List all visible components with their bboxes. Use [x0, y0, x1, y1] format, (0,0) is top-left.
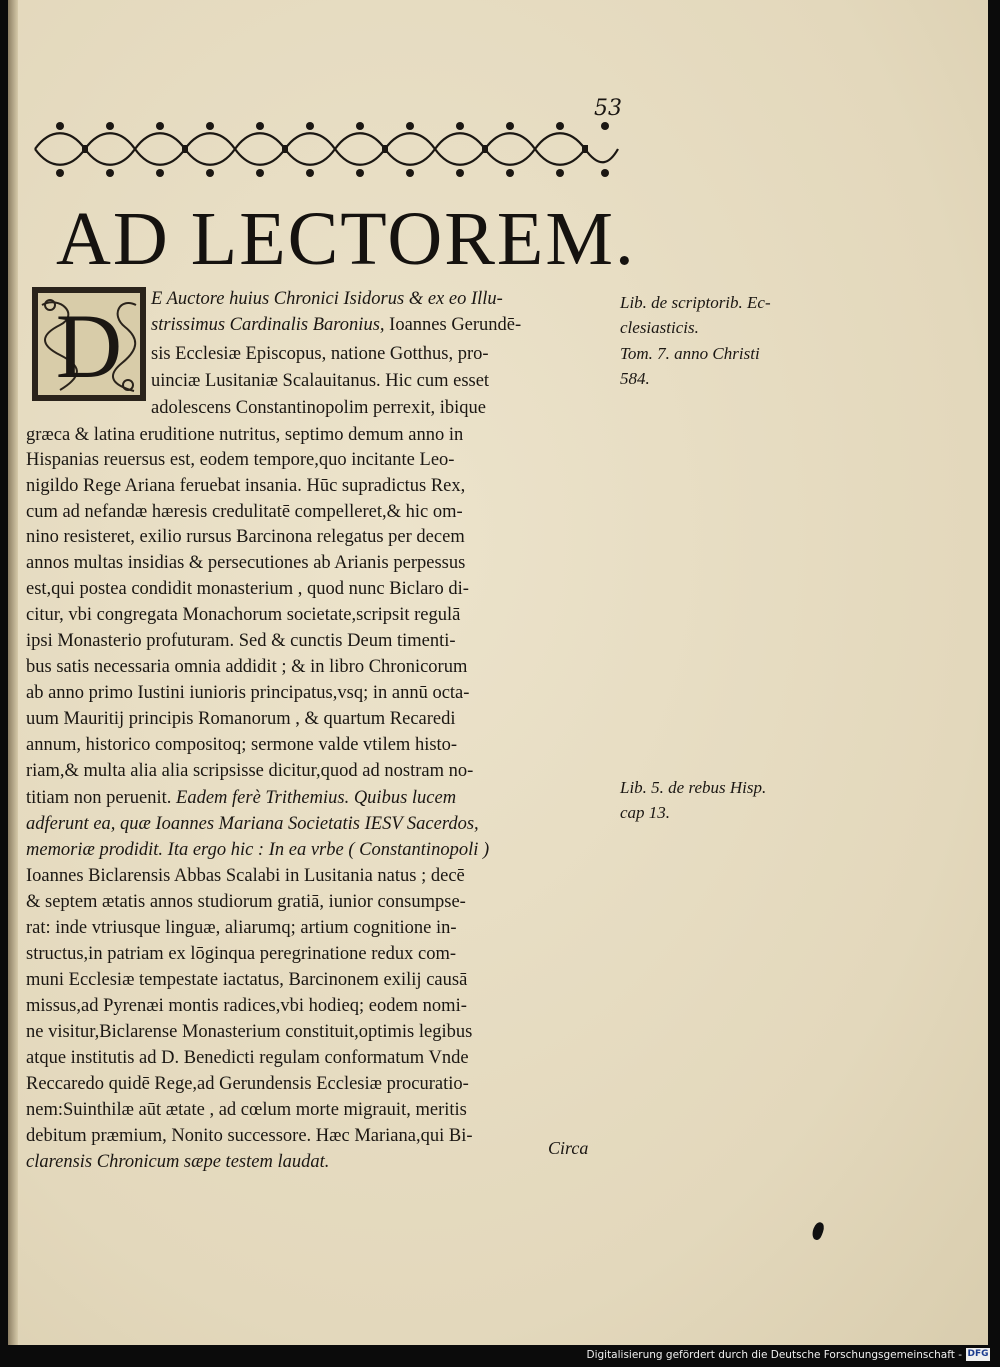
dfg-logo: DFG	[967, 1349, 989, 1359]
body-line: annum, historico compositoq; sermone valde vtilem histo-	[26, 735, 458, 755]
body-line: titiam non peruenit. Eadem ferè Trithemius. Quibus lucem	[26, 788, 457, 808]
body-line: bus satis necessaria omnia addidit ; & in libro Chronicorum	[26, 657, 468, 677]
body-line: memoriæ prodidit. Ita ergo hic : In ea vrbe ( Constantinopoli )	[26, 840, 490, 860]
ink-blot	[810, 1221, 826, 1241]
body-line: clarensis Chronicum sæpe testem laudat.	[26, 1152, 330, 1172]
body-line: strissimus Cardinalis Baronius, Ioannes Gerundē-	[151, 315, 522, 335]
body-line: adolescens Constantinopolim perrexit, ibique	[151, 398, 486, 418]
catchword: Circa	[548, 1138, 589, 1158]
margin-note: Tom. 7. anno Christi	[620, 344, 760, 363]
body-line: & septem ætatis annos studiorum gratiā, iunior consumpse-	[26, 892, 466, 912]
body-line: debitum præmium, Nonito successore. Hæc Mariana,qui Bi-	[26, 1126, 473, 1146]
body-line: structus,in patriam ex lōginqua peregrinatione redux com-	[26, 944, 456, 964]
body-line: Ioannes Biclarensis Abbas Scalabi in Lusitania natus ; decē	[26, 866, 465, 886]
page-number: 53	[594, 96, 622, 121]
body-line: atque institutis ad D. Benedicti regulam conformatum Vnde	[26, 1048, 469, 1068]
book-page	[8, 0, 988, 1345]
margin-note: Lib. de scriptorib. Ec-	[620, 293, 771, 312]
body-line: rat: inde vtriusque linguæ, aliarumq; artium cognitione in-	[26, 918, 457, 938]
body-line: ne visitur,Biclarense Monasterium constituit,optimis legibus	[26, 1022, 473, 1042]
body-line: græca & latina eruditione nutritus, septimo demum anno in	[26, 425, 464, 445]
body-line: nigildo Rege Ariana feruebat insania. Hūc supradictus Rex,	[26, 476, 466, 496]
margin-note: 584.	[620, 369, 650, 388]
body-line: ipsi Monasterio profuturam. Sed & cunctis Deum timenti-	[26, 631, 456, 651]
body-line: uum Mauritij principis Romanorum , & quartum Recaredi	[26, 709, 456, 729]
margin-note: cap 13.	[620, 803, 671, 822]
page-title: AD LECTOREM.	[56, 197, 636, 281]
body-line: ab anno primo Iustini iunioris principatus,vsq; in annū octa-	[26, 683, 470, 703]
body-line: missus,ad Pyrenæi montis radices,vbi hodieq; eodem nomi-	[26, 996, 467, 1016]
body-line: nino resisteret, exilio rursus Barcinona relegatus per decem	[26, 527, 465, 547]
body-line: adferunt ea, quæ Ioannes Mariana Societatis IESV Sacerdos,	[26, 814, 479, 834]
body-line: nem:Suinthilæ aūt ætate , ad cœlum morte migrauit, meritis	[26, 1100, 467, 1120]
margin-note: clesiasticis.	[620, 318, 699, 337]
decorated-initial-d	[30, 285, 148, 403]
margin-note: Lib. 5. de rebus Hisp.	[620, 778, 767, 797]
page-gutter-edge	[8, 0, 18, 1345]
body-line: cum ad nefandæ hæresis credulitatē compelleret,& hic om-	[26, 502, 463, 522]
body-line: muni Ecclesiæ tempestate iactatus, Barcinonem exilij causā	[26, 970, 468, 990]
body-line: uinciæ Lusitaniæ Scalauitanus. Hic cum esset	[151, 371, 490, 391]
body-line: Reccaredo quidē Rege,ad Gerundensis Ecclesiæ procuratio-	[26, 1074, 469, 1094]
digitization-credit: Digitalisierung gefördert durch die Deutsche Forschungsgemeinschaft -	[586, 1349, 962, 1361]
body-line: annos multas insidias & persecutiones ab Arianis perpessus	[26, 553, 466, 573]
body-line: sis Ecclesiæ Episcopus, natione Gotthus, pro-	[151, 344, 489, 364]
ornamental-header-band	[30, 118, 620, 180]
body-line: est,qui postea condidit monasterium , quod nunc Biclaro di-	[26, 579, 469, 599]
body-line: E Auctore huius Chronici Isidorus & ex eo Illu-	[151, 289, 503, 309]
body-line: Hispanias reuersus est, eodem tempore,quo incitante Leo-	[26, 450, 455, 470]
body-line: citur, vbi congregata Monachorum societate,scripsit regulā	[26, 605, 461, 625]
svg-text:D: D	[55, 295, 123, 397]
body-line: riam,& multa alia alia scripsisse dicitur,quod ad nostram no-	[26, 761, 474, 781]
